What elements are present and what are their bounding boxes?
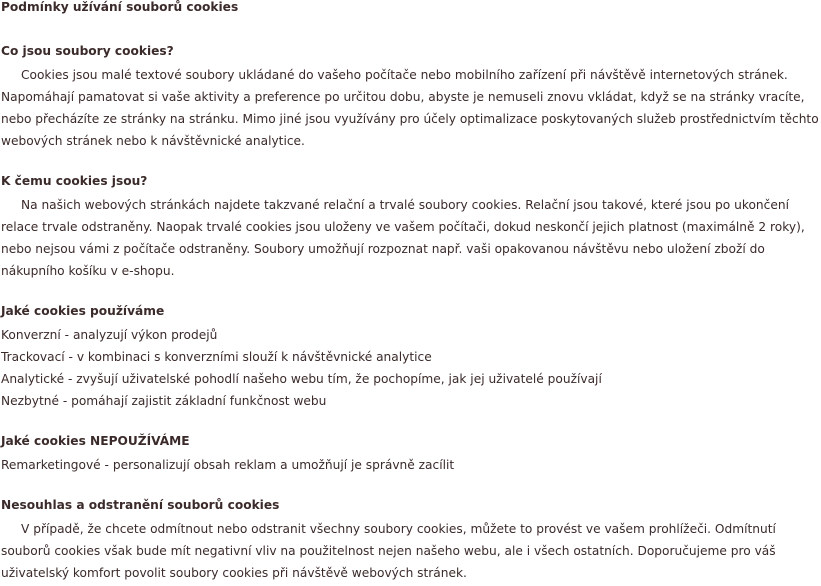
section-heading: K čemu cookies jsou? <box>1 174 148 188</box>
cookie-type-list <box>1 454 819 476</box>
section-refusal-removal <box>1 496 819 584</box>
cookie-type-list <box>1 324 819 412</box>
list-item: Nezbytné - pomáhají zajistit základní funkčnost webu <box>1 394 327 408</box>
section-paragraph: V případě, že chcete odmítnout nebo odstranit všechny soubory cookies, můžete to provést ve vašem prohlížeči. Odmítnutí souborů cookies však bude mít negativní vliv na použitelnost nejen našeho webu, ale i všech ostatních. Doporučujeme pro váš uživatelský komfort povolit soubory cookies při návštěvě webových stránek. <box>1 522 776 580</box>
section-heading: Jaké cookies NEPOUŽÍVÁME <box>1 434 190 448</box>
list-item: Analytické - zvyšují uživatelské pohodlí našeho webu tím, že pochopíme, jak jej uživatelé používají <box>1 372 602 386</box>
section-heading: Co jsou soubory cookies? <box>1 44 174 58</box>
section-paragraph: Cookies jsou malé textové soubory ukládané do vašeho počítače nebo mobilního zařízení při návštěvě internetových stránek. Napomáhají pamatovat si vaše aktivity a preference po určitou dobu, abyste je nemuseli znovu vkládat, když se na stránky vracíte, nebo přecházíte ze stránky na stránku. Mimo jiné jsou využívány pro účely optimalizace poskytovaných služeb prostřednictvím těchto webových stránek nebo k návštěvnické analytice. <box>1 68 819 148</box>
list-item: Konverzní - analyzují výkon prodejů <box>1 328 218 342</box>
list-item: Trackovací - v kombinaci s konverzními slouží k návštěvnické analytice <box>1 350 432 364</box>
section-heading: Nesouhlas a odstranění souborů cookies <box>1 498 280 512</box>
section-cookies-not-used <box>1 432 819 476</box>
section-cookies-we-use <box>1 302 819 412</box>
section-heading: Jaké cookies používáme <box>1 304 165 318</box>
section-what-are-cookies <box>1 42 819 152</box>
section-paragraph: Na našich webových stránkách najdete takzvané relační a trvalé soubory cookies. Relační jsou takové, které jsou po ukončení relace trvale odstraněny. Naopak trvalé cookies jsou uloženy ve vašem počítači, dokud neskončí jejich platnost (maximálně 2 roky), nebo nejsou vámi z počítače odstraněny. Soubory umožňují rozpoznat např. vaši opakovanou návštěvu nebo uložení zboží do nákupního košíku v e-shopu. <box>1 198 805 278</box>
section-what-cookies-are-for <box>1 172 819 282</box>
page-title: Podmínky užívání souborů cookies <box>1 0 239 14</box>
list-item: Remarketingové - personalizují obsah reklam a umožňují je správně zacílit <box>1 458 455 472</box>
